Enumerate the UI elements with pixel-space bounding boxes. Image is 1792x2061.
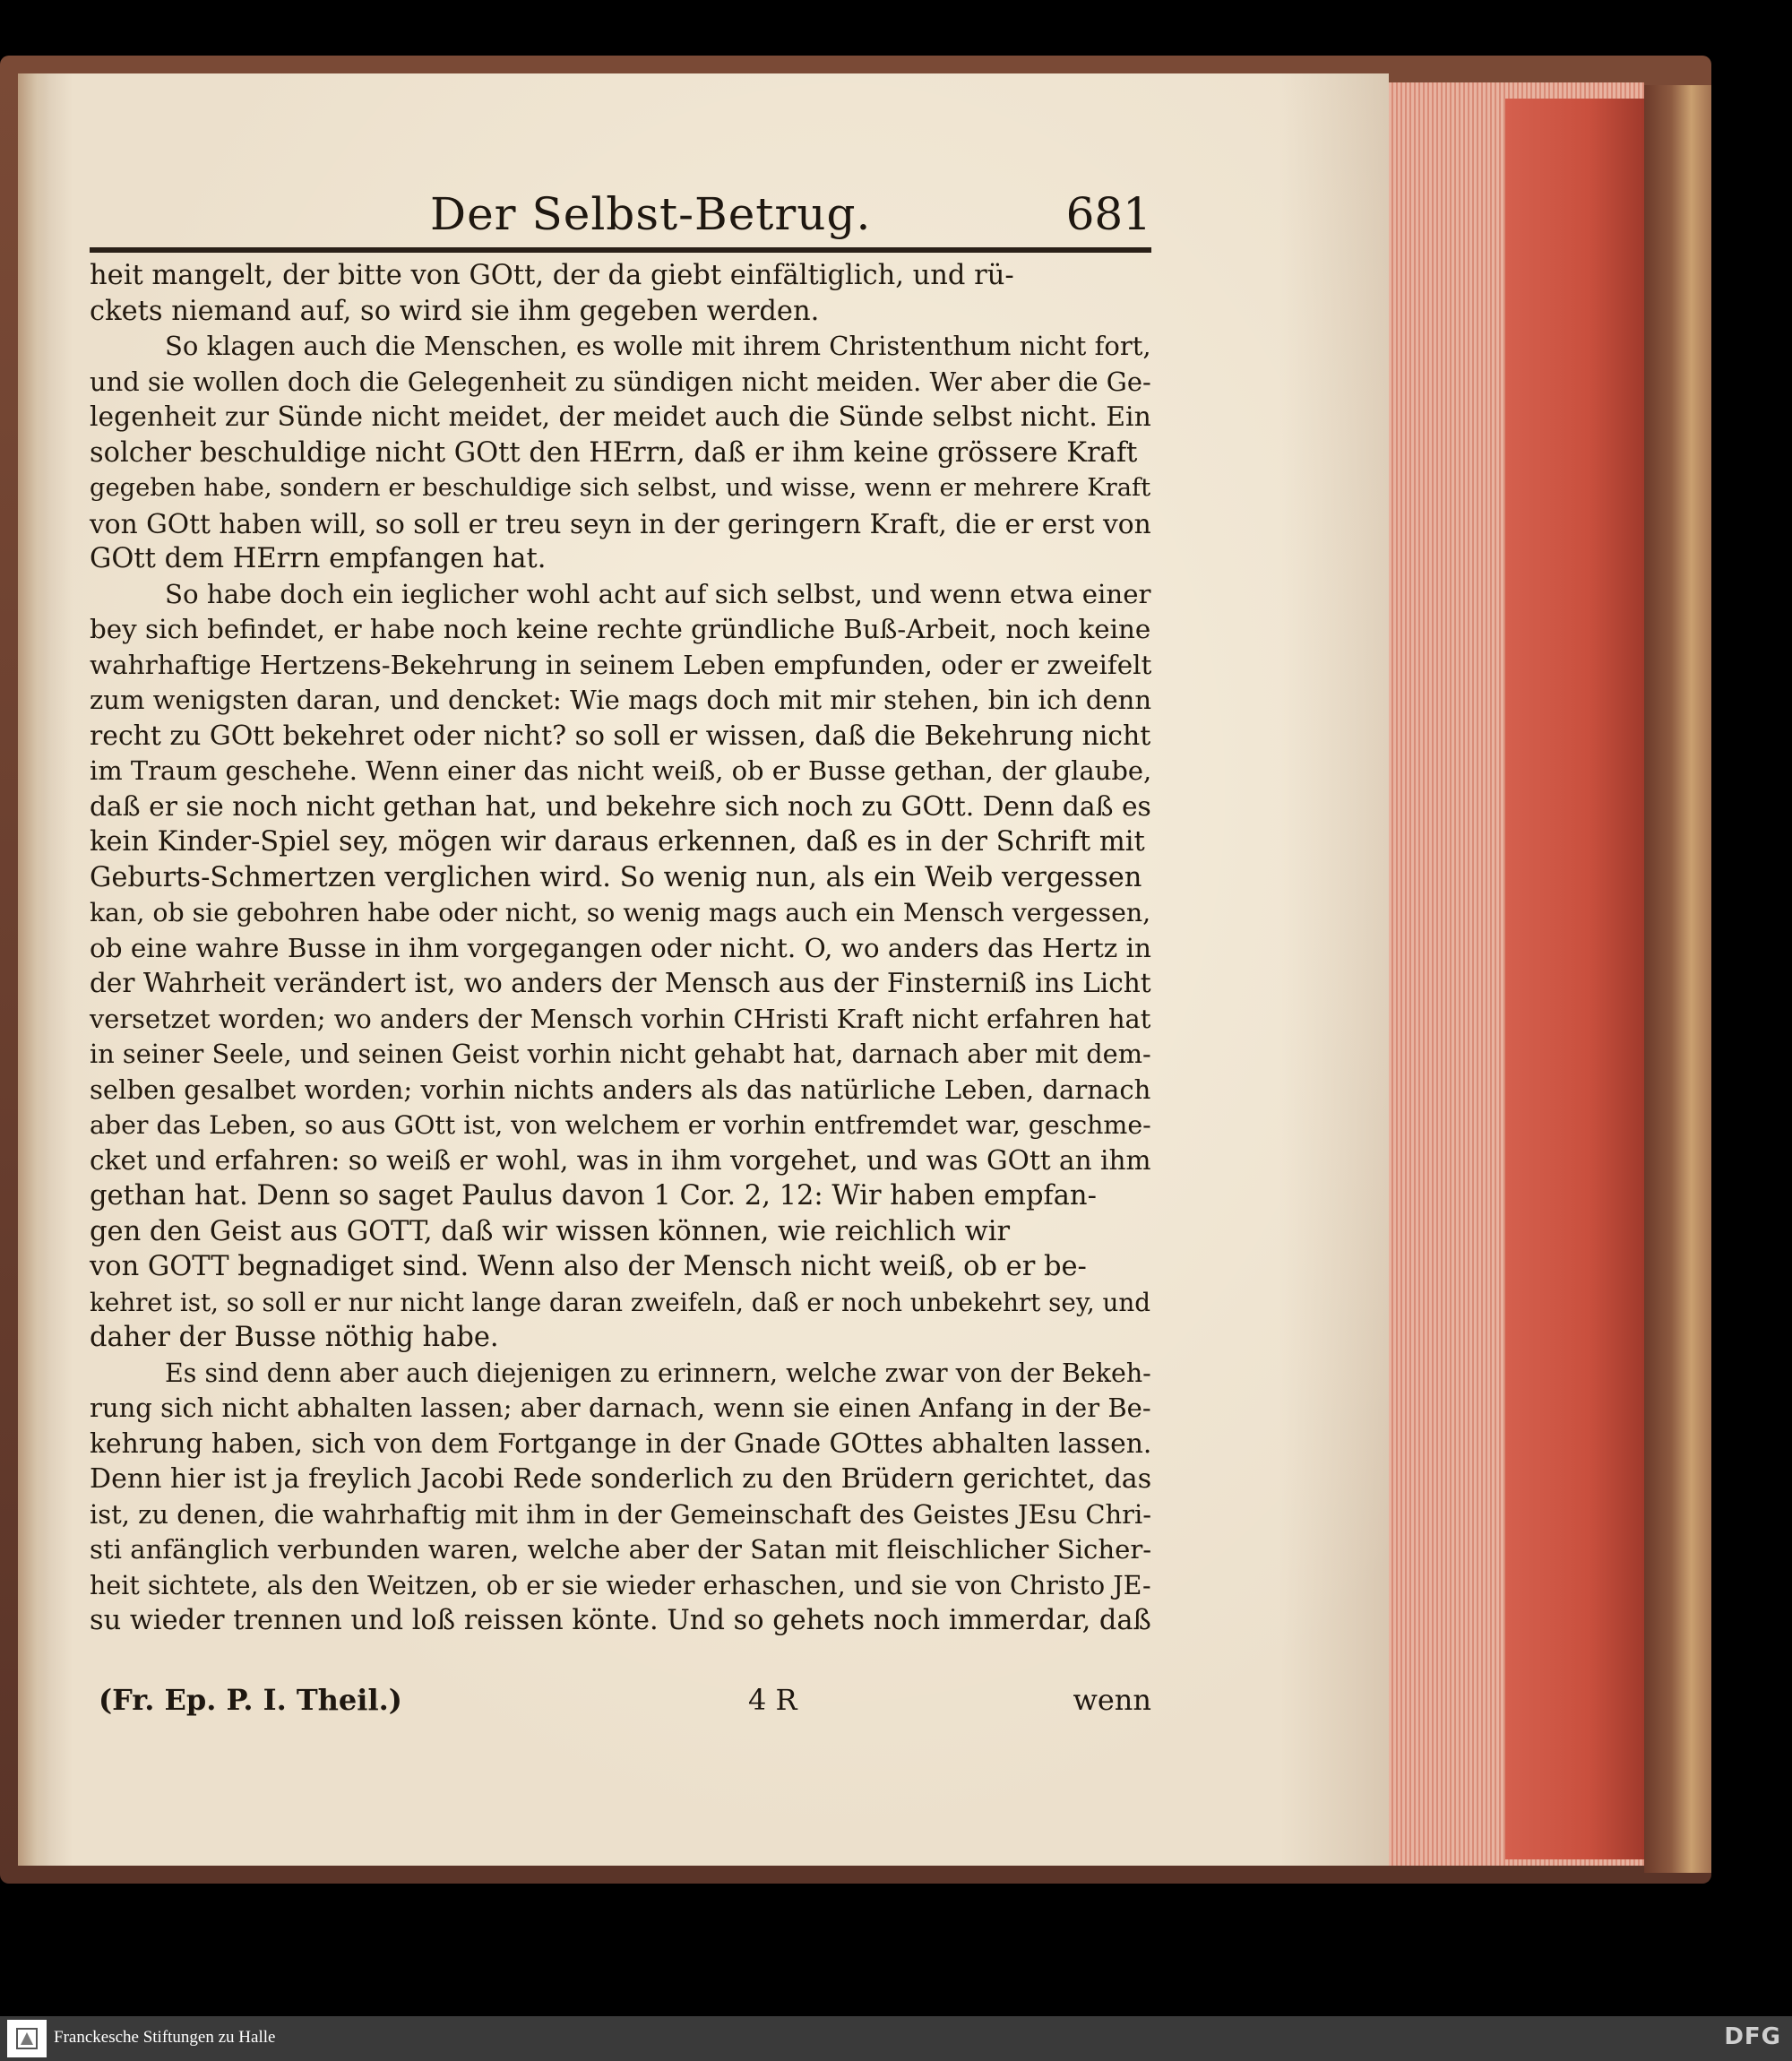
text-line: kein Kinder-Spiel sey, mögen wir daraus erkennen, daß es in der Schrift mit — [90, 826, 1145, 858]
signature-mark: 4 R — [748, 1683, 797, 1717]
text-line: wahrhaftige Hertzens-Bekehrung in seinem Leben empfunden, oder er zweifelt — [90, 649, 1152, 680]
text-line: solcher beschuldige nicht GOtt den HErrn, daß er ihm keine grössere Kraft — [90, 436, 1138, 469]
institution-name[interactable]: Franckesche Stiftungen zu Halle — [54, 2028, 276, 2047]
text-line: recht zu GOtt bekehret oder nicht? so soll er wissen, daß die Bekehrung nicht — [90, 720, 1151, 752]
text-line: gegeben habe, sondern er beschuldige sich selbst, und wisse, wenn er mehrere Kraft — [90, 474, 1151, 502]
text-line: kehrung haben, sich von dem Fortgange in der Gnade GOttes abhalten lassen. — [90, 1427, 1152, 1460]
text-line: im Traum geschehe. Wenn einer das nicht weiß, ob er Busse gethan, der glaube, — [90, 755, 1152, 786]
text-line: su wieder trennen und loß reissen könte. Und so gehets noch immerdar, daß — [90, 1605, 1151, 1636]
text-line: gethan hat. Denn so saget Paulus davon 1 Cor. 2, 12: Wir haben empfan- — [90, 1180, 1097, 1212]
text-line: zum wenigsten daran, und dencket: Wie mags doch mit mir stehen, bin ich denn — [90, 685, 1151, 715]
text-line: So klagen auch die Menschen, es wolle mit ihrem Christenthum nicht fort, — [165, 331, 1151, 361]
text-line: kan, ob sie gebohren habe oder nicht, so wenig mags auch ein Mensch vergessen, — [90, 898, 1151, 927]
text-line: GOtt dem HErrn empfangen hat. — [90, 543, 547, 574]
text-line: ist, zu denen, die wahrhaftig mit ihm in der Gemeinschaft des Geistes JEsu Chri- — [90, 1498, 1152, 1530]
page-edges-red — [1505, 99, 1644, 1859]
text-line: von GOtt haben will, so soll er treu seyn in der geringern Kraft, die er erst von — [90, 507, 1151, 539]
page-gutter — [18, 73, 50, 1866]
text-line: ckets niemand auf, so wird sie ihm gegeben werden. — [90, 295, 820, 327]
text-line: Es sind denn aber auch diejenigen zu erinnern, welche zwar von der Bekeh- — [165, 1358, 1151, 1388]
page-footer — [90, 1683, 1151, 1724]
text-line: in seiner Seele, und seinen Geist vorhin nicht gehabt hat, darnach aber mit dem- — [90, 1039, 1151, 1069]
text-line: sti anfänglich verbunden waren, welche aber der Satan mit fleischlicher Sicher- — [90, 1534, 1152, 1565]
text-line: aber das Leben, so aus GOtt ist, von welchem er vorhin entfremdet war, geschme- — [90, 1110, 1151, 1140]
text-line: rung sich nicht abhalten lassen; aber darnach, wenn sie einen Anfang in der Be- — [90, 1393, 1151, 1423]
text-line: So habe doch ein ieglicher wohl acht auf sich selbst, und wenn etwa einer — [165, 578, 1151, 609]
text-line: von GOTT begnadiget sind. Wenn also der Mensch nicht weiß, ob er be- — [90, 1251, 1087, 1282]
dfg-logo: DFG — [1724, 2023, 1781, 2050]
viewer-bottom-bar — [0, 2016, 1792, 2061]
text-line: Geburts-Schmertzen verglichen wird. So wenig nun, als ein Weib vergessen — [90, 861, 1142, 893]
book-cover-edge — [1644, 85, 1711, 1873]
text-line: heit sichtete, als den Weitzen, ob er sie wieder erhaschen, und sie von Christo JE- — [90, 1570, 1151, 1600]
catchword: wenn — [1073, 1683, 1151, 1717]
text-line: daß er sie noch nicht gethan hat, und bekehre sich noch zu GOtt. Denn daß es — [90, 790, 1151, 823]
body-text — [90, 258, 1151, 1639]
text-line: daher der Busse nöthig habe. — [90, 1322, 499, 1353]
text-line: gen den Geist aus GOTT, daß wir wissen können, wie reichlich wir — [90, 1215, 1011, 1247]
page-number: 681 — [1065, 188, 1151, 240]
running-header — [90, 188, 1151, 242]
running-title: Der Selbst-Betrug. — [430, 188, 872, 240]
text-line: selben gesalbet worden; vorhin nichts anders als das natürliche Leben, darnach — [90, 1074, 1151, 1105]
institution-logo-icon — [7, 2020, 47, 2057]
header-rule — [90, 247, 1151, 253]
footer-signature: (Fr. Ep. P. I. Theil.) — [99, 1683, 402, 1717]
text-line: legenheit zur Sünde nicht meidet, der meidet auch die Sünde selbst nicht. Ein — [90, 401, 1151, 433]
text-line: kehret ist, so soll er nur nicht lange daran zweifeln, daß er noch unbekehrt sey, und — [90, 1287, 1151, 1317]
text-line: und sie wollen doch die Gelegenheit zu sündigen nicht meiden. Wer aber die Ge- — [90, 366, 1151, 397]
text-line: ob eine wahre Busse in ihm vorgegangen oder nicht. O, wo anders das Hertz in — [90, 932, 1151, 963]
text-line: der Wahrheit verändert ist, wo anders der Mensch aus der Finsterniß ins Licht — [90, 968, 1151, 998]
text-line: bey sich befindet, er habe noch keine rechte gründliche Buß-Arbeit, noch keine — [90, 614, 1151, 644]
text-line: cket und erfahren: so weiß er wohl, was in ihm vorgehet, und was GOtt an ihm — [90, 1144, 1151, 1176]
text-line: versetzet worden; wo anders der Mensch vorhin CHristi Kraft nicht erfahren hat — [90, 1003, 1151, 1034]
text-line: Denn hier ist ja freylich Jacobi Rede sonderlich zu den Brüdern gerichtet, das — [90, 1463, 1152, 1495]
text-line: heit mangelt, der bitte von GOtt, der da giebt einfältiglich, und rü- — [90, 260, 1014, 291]
